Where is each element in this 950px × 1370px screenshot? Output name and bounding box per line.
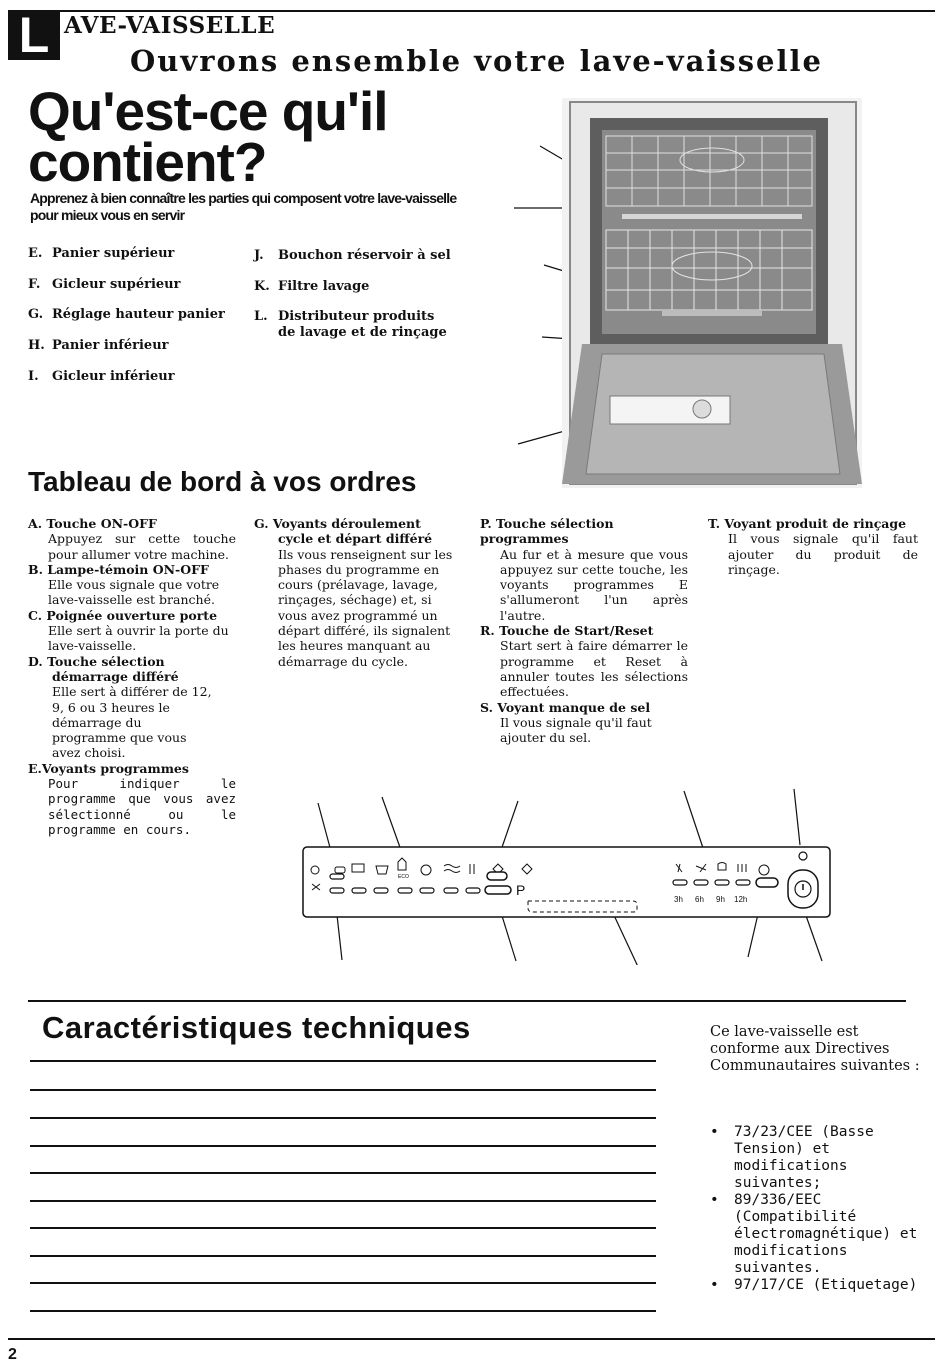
desc-heading-cont: cycle et départ différé: [278, 531, 433, 547]
desc-item-a: [28, 516, 236, 562]
desc-body: Pour indiquer le programme que vous avez sélectionné ou le programme en cours.: [48, 776, 236, 837]
part-label: Gicleur inférieur: [52, 369, 175, 384]
desc-body: Il vous signale qu'il faut ajouter du produit de rinçage.: [728, 531, 918, 577]
desc-body: Au fur et à mesure que vous appuyez sur cette touche, les voyants programmes E s'allumeront l'un après l'autre.: [500, 546, 688, 623]
control-panel-heading: Tableau de bord à vos ordres: [28, 466, 417, 497]
delay-label-6h: 6h: [695, 895, 704, 904]
desc-heading: P. Touche sélection programmes: [480, 516, 614, 547]
desc-heading: R. Touche de Start/Reset: [480, 623, 654, 639]
conformity-text: Ce lave-vaisselle est conforme aux Directives Communautaires suivantes :: [710, 1024, 920, 1074]
part-label: Réglage hauteur panier: [52, 307, 225, 322]
desc-item-p: [480, 516, 688, 623]
control-panel-illustration: [302, 846, 842, 918]
directives-list: [710, 1124, 930, 1294]
panel-column-2: [254, 516, 458, 669]
part-item-i: [28, 369, 175, 385]
intro-text: Apprenez à bien connaître les parties qui composent votre lave-vaisselle pour mieux vous en servir: [30, 190, 457, 223]
part-label: Bouchon réservoir à sel: [278, 248, 451, 263]
page-subtitle: Ouvrons ensemble votre lave-vaisselle: [130, 44, 823, 78]
page-title-line2: contient?: [28, 131, 267, 193]
directive-text: 73/23/CEE (Basse Tension) et modifications suivantes;: [734, 1124, 874, 1191]
desc-heading: T. Voyant produit de rinçage: [708, 516, 907, 531]
part-code: K.: [254, 279, 270, 294]
desc-body: Elle vous signale que votre lave-vaisselle est branché.: [48, 577, 220, 608]
blank-line: [30, 1117, 656, 1119]
desc-item-b: [28, 562, 236, 608]
directive-item: • 89/336/EEC (Compatibilité électromagnétique) et modifications suivantes.: [710, 1192, 930, 1277]
desc-item-e: [28, 761, 236, 837]
desc-body: Appuyez sur cette touche pour allumer votre machine.: [48, 531, 236, 562]
page-number: 2: [8, 1346, 17, 1363]
part-label: Panier supérieur: [52, 246, 175, 261]
part-label: Panier inférieur: [52, 338, 169, 353]
section-letter: L: [8, 10, 60, 60]
part-item-e: [28, 246, 174, 262]
desc-item-r: [480, 623, 688, 699]
part-code: E.: [28, 246, 43, 261]
panel-column-1: [28, 516, 236, 837]
part-item-h: [28, 338, 169, 354]
desc-item-s: [480, 700, 688, 746]
blank-line: [30, 1172, 656, 1174]
delay-label-3h: 3h: [674, 895, 683, 904]
footer-rule: [8, 1338, 935, 1340]
section-divider: [28, 1000, 906, 1002]
directive-text: 97/17/CE (Etiquetage): [734, 1277, 918, 1293]
part-item-j: [254, 248, 451, 264]
on-off-lamp: [799, 852, 807, 860]
desc-heading: A. Touche ON-OFF: [28, 516, 157, 531]
blank-line: [30, 1060, 656, 1062]
desc-body: Elle sert à ouvrir la porte du lave-vaisselle.: [48, 623, 229, 654]
desc-heading: B. Lampe-témoin ON-OFF: [28, 561, 209, 577]
part-code: L.: [254, 309, 268, 324]
desc-heading: E.Voyants programmes: [28, 760, 189, 776]
directive-text: 89/336/EEC (Compatibilité électromagnétique) et modifications suivantes.: [734, 1192, 918, 1276]
section-title: AVE-VAISSELLE: [64, 12, 276, 39]
part-code: H.: [28, 338, 45, 353]
part-code: J.: [254, 248, 264, 263]
directive-item: • 73/23/CEE (Basse Tension) et modifications suivantes;: [710, 1124, 930, 1192]
delay-select-button: [756, 878, 778, 887]
blank-line: [30, 1255, 656, 1257]
control-panel-drawing: [302, 846, 842, 918]
dishwasher-photo: [562, 98, 862, 488]
desc-body: Il vous signale qu'il faut ajouter du sel.: [500, 714, 652, 746]
program-select-button: [487, 872, 507, 880]
part-code: F.: [28, 277, 41, 292]
desc-item-c: [28, 608, 236, 654]
delay-label-12h: 12h: [734, 895, 748, 904]
part-code: I.: [28, 369, 39, 384]
start-reset-button: [485, 886, 511, 894]
part-label: Gicleur supérieur: [52, 277, 181, 292]
blank-line: [30, 1200, 656, 1202]
desc-heading: G. Voyants déroulement: [254, 516, 421, 531]
tech-specs-heading: Caractéristiques techniques: [42, 1010, 471, 1045]
program-key-letter: P: [516, 882, 526, 898]
part-item-k: [254, 279, 369, 295]
part-item-g: [28, 307, 225, 323]
desc-item-d: [28, 654, 236, 761]
delay-label-9h: 9h: [716, 895, 725, 904]
desc-heading: D. Touche sélection: [28, 653, 165, 669]
blank-line: [30, 1145, 656, 1147]
desc-body: Elle sert à différer de 12, 9, 6 ou 3 heures le démarrage du programme que vous avez choisi.: [52, 684, 212, 761]
desc-heading: C. Poignée ouverture porte: [28, 607, 218, 623]
blank-line: [30, 1089, 656, 1091]
blank-line: [30, 1310, 656, 1312]
blank-line: [30, 1227, 656, 1229]
desc-heading-cont: démarrage différé: [52, 668, 179, 684]
blank-line: [30, 1282, 656, 1284]
page-title: [28, 80, 388, 193]
desc-body: Ils vous renseignent sur les phases du programme en cours (prélavage, lavage, rinçages, séchage) et, si vous avez programmé un départ différé, ils signalent les heures manquant au démarrage du cycle.: [278, 546, 453, 669]
panel-column-4: [708, 516, 918, 577]
page-title-line1: Qu'est-ce qu'il: [28, 80, 388, 142]
part-code: G.: [28, 307, 44, 322]
desc-body: Start sert à faire démarrer le programme et Reset à annuler toutes les sélections effectuées.: [500, 638, 688, 700]
part-label: Filtre lavage: [278, 279, 370, 294]
part-label: Distributeur produits de lavage et de rinçage: [278, 309, 447, 340]
directive-item: • 97/17/CE (Etiquetage): [710, 1277, 918, 1293]
desc-heading: S. Voyant manque de sel: [480, 699, 651, 715]
panel-column-3: [480, 516, 688, 745]
part-item-l: [254, 309, 454, 341]
part-item-f: [28, 277, 180, 293]
eco-label: ECO: [398, 874, 409, 880]
